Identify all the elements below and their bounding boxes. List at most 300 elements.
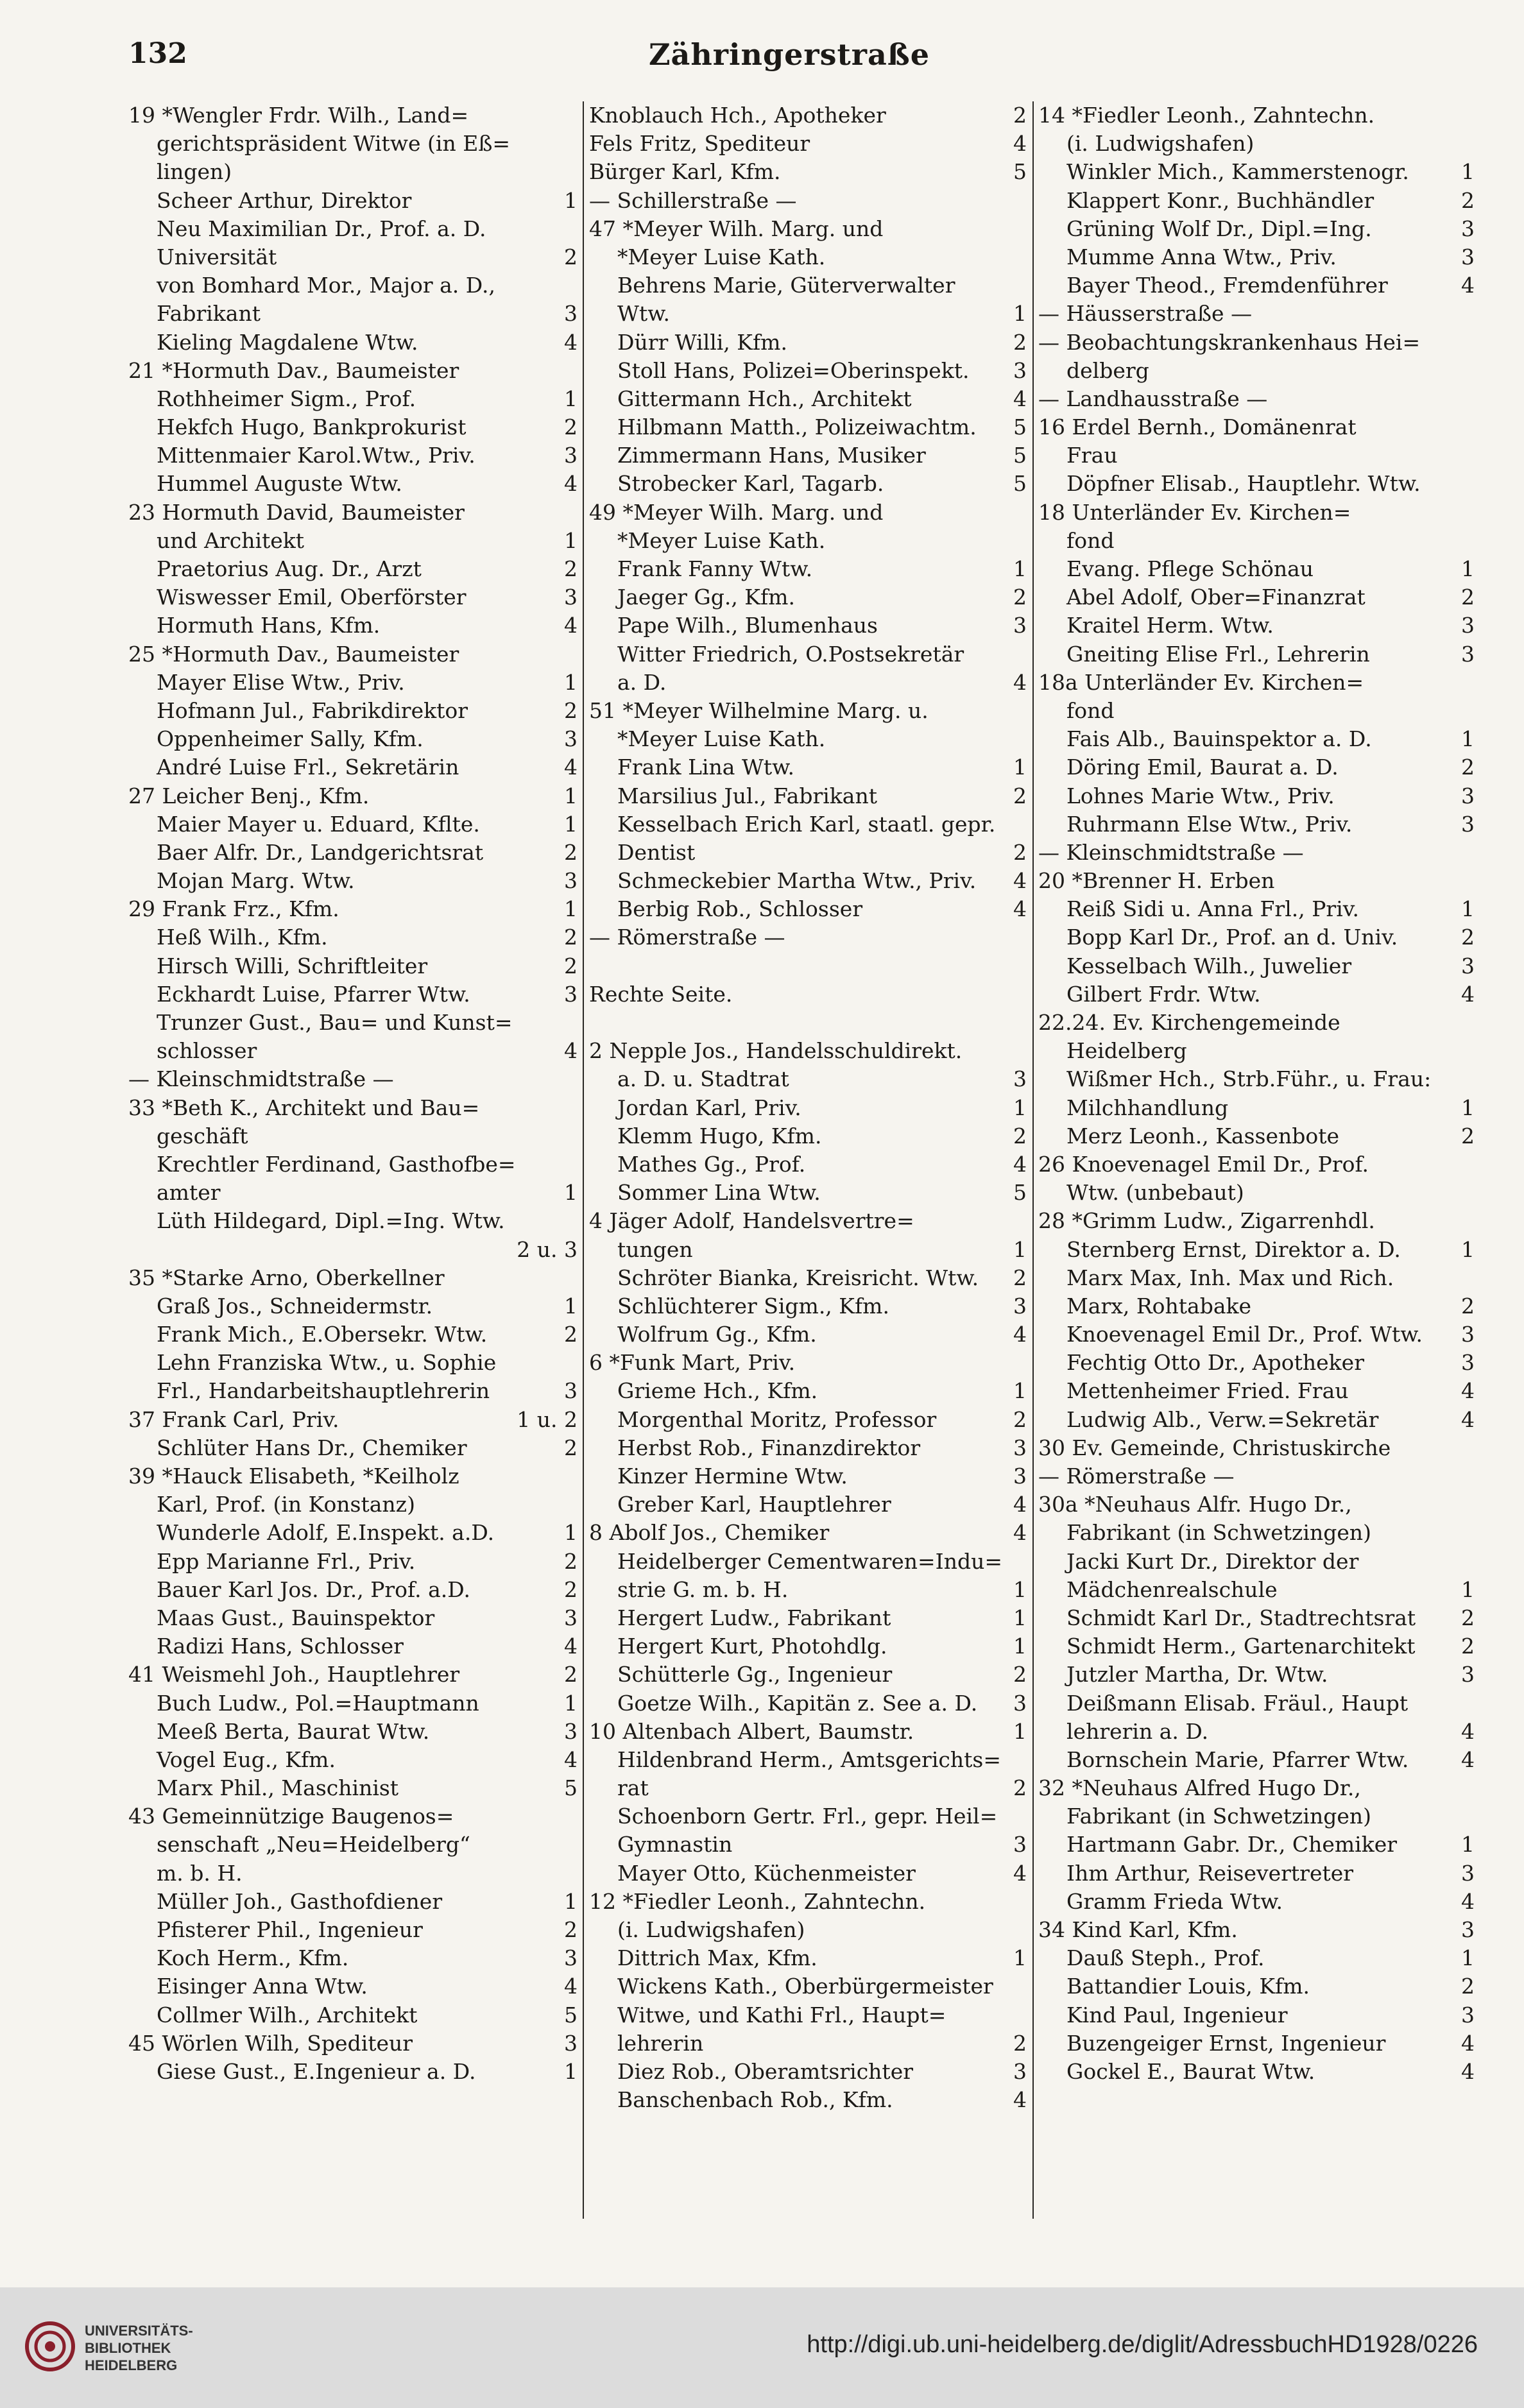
directory-entry — [1038, 470, 1475, 498]
street-heading — [128, 1065, 578, 1093]
floor-number: 2 — [1461, 755, 1475, 780]
entry-text: rat — [617, 1775, 649, 1801]
entry-text: Hummel Auguste Wtw. — [157, 471, 402, 497]
floor-number: 2 — [1013, 103, 1027, 128]
directory-entry — [1038, 1406, 1475, 1434]
directory-entry — [589, 1802, 1027, 1831]
directory-entry — [1038, 1122, 1475, 1150]
directory-entry — [1038, 725, 1475, 753]
floor-number: 4 — [1461, 1718, 1475, 1744]
page-number: 132 — [128, 37, 187, 70]
entry-text — [589, 952, 1023, 980]
floor-number: 3 — [1461, 1860, 1475, 1886]
entry-text: Buch Ludw., Pol.=Hauptmann — [157, 1690, 479, 1716]
directory-entry — [128, 357, 578, 385]
floor-number: 2 — [1461, 925, 1475, 950]
directory-entry — [128, 2001, 578, 2029]
entry-text: a. D. — [617, 669, 667, 695]
floor-number: 4 — [564, 755, 578, 780]
floor-number: 2 — [1461, 1634, 1475, 1659]
directory-entry — [128, 1122, 578, 1150]
entry-text: 10 Altenbach Albert, Baumstr. — [589, 1718, 914, 1744]
entry-text: 43 Gemeinnützige Baugenos= — [128, 1804, 454, 1829]
entry-text: 18a Unterländer Ev. Kirchen= — [1038, 669, 1364, 695]
entry-text: Grieme Hch., Kfm. — [617, 1378, 818, 1404]
entry-text: — Beobachtungskrankenhaus Hei= — [1038, 329, 1421, 355]
directory-entry — [128, 725, 578, 753]
floor-number — [1471, 470, 1475, 498]
directory-entry — [128, 583, 578, 611]
directory-entry — [1038, 527, 1475, 555]
entry-text: schlosser — [157, 1038, 257, 1064]
entry-text: — Kleinschmidtstraße — — [1038, 839, 1304, 865]
floor-number: 1 — [564, 1888, 578, 1914]
floor-number: 1 — [564, 896, 578, 922]
entry-text: 30 Ev. Gemeinde, Christuskirche — [1038, 1435, 1391, 1460]
directory-entry — [589, 725, 1027, 753]
entry-text: Mayer Elise Wtw., Priv. — [157, 669, 405, 695]
entry-text: Gilbert Frdr. Wtw. — [1066, 981, 1261, 1007]
entry-text: Marx Phil., Maschinist — [157, 1775, 399, 1801]
entry-text: Hekfch Hugo, Bankprokurist — [157, 414, 467, 440]
floor-number: 1 u. 2 — [517, 1406, 578, 1432]
directory-entry — [1038, 2058, 1475, 2086]
column-divider — [583, 101, 584, 2219]
directory-entry — [589, 611, 1027, 640]
floor-number: 2 — [564, 244, 578, 269]
floor-number: 3 — [1013, 613, 1027, 638]
library-name-line: BIBLIOTHEK — [85, 2340, 171, 2356]
entry-text: Collmer Wilh., Architekt — [157, 2002, 418, 2028]
directory-entry — [128, 101, 578, 130]
entry-text: Döring Emil, Baurat a. D. — [1066, 755, 1339, 780]
floor-number: 2 — [1013, 585, 1027, 610]
floor-number — [1471, 413, 1475, 441]
directory-entry — [1038, 1065, 1475, 1093]
directory-entry — [128, 2029, 578, 2058]
floor-number: 2 — [1013, 1662, 1027, 1687]
directory-entry — [128, 980, 578, 1009]
floor-number: 1 — [564, 1180, 578, 1206]
directory-entry — [589, 1462, 1027, 1490]
directory-entry — [128, 329, 578, 357]
floor-number — [1471, 1774, 1475, 1802]
directory-entry — [1038, 1236, 1475, 1264]
floor-number: 1 — [1013, 1605, 1027, 1630]
floor-number: 3 — [1461, 811, 1475, 837]
entry-text: Frank Mich., E.Obersekr. Wtw. — [157, 1322, 488, 1347]
floor-number — [574, 640, 578, 669]
floor-number: 4 — [1013, 2087, 1027, 2113]
directory-entry — [128, 1462, 578, 1490]
entry-text: — Landhausstraße — — [1038, 386, 1268, 411]
entry-text: Hilbmann Matth., Polizeiwachtm. — [617, 414, 977, 440]
library-name — [85, 2322, 193, 2374]
library-name-line: HEIDELBERG — [85, 2357, 178, 2373]
street-heading — [589, 923, 1027, 952]
directory-entry — [589, 1122, 1027, 1150]
directory-entry — [589, 1236, 1027, 1264]
entry-text: Bopp Karl Dr., Prof. an d. Univ. — [1066, 925, 1398, 950]
floor-number: 5 — [564, 1775, 578, 1801]
directory-entry — [1038, 1320, 1475, 1349]
floor-number: 4 — [1013, 1151, 1027, 1177]
entry-text: fond — [1066, 527, 1115, 553]
directory-column-3 — [1038, 101, 1475, 2219]
floor-number: 2 — [564, 1662, 578, 1687]
directory-entry — [1038, 1632, 1475, 1661]
directory-entry — [1038, 952, 1475, 980]
directory-entry — [128, 1774, 578, 1802]
entry-text: 28 *Grimm Ludw., Zigarrenhdl. — [1038, 1208, 1375, 1234]
directory-entry — [1038, 583, 1475, 611]
directory-entry — [589, 1065, 1027, 1093]
entry-text: 51 *Meyer Wilhelmine Marg. u. — [589, 697, 929, 723]
directory-entry — [1038, 1094, 1475, 1122]
entry-text: 22.24. Ev. Kirchengemeinde — [1038, 1010, 1340, 1035]
floor-number — [574, 357, 578, 385]
directory-entry — [589, 413, 1027, 441]
floor-number: 3 — [1461, 783, 1475, 808]
directory-entry — [1038, 1916, 1475, 1944]
entry-text: (i. Ludwigshafen) — [617, 1917, 805, 1942]
directory-entry — [1038, 1802, 1475, 1831]
floor-number: 2 — [564, 1576, 578, 1602]
entry-text: — Römerstraße — — [589, 925, 785, 950]
entry-text: 12 *Fiedler Leonh., Zahntechn. — [589, 1888, 926, 1914]
directory-entry — [128, 640, 578, 669]
directory-entry — [128, 1349, 578, 1377]
entry-text: Jacki Kurt Dr., Direktor der — [1066, 1548, 1359, 1574]
entry-text: Reiß Sidi u. Anna Frl., Priv. — [1066, 896, 1359, 922]
floor-number: 1 — [564, 527, 578, 553]
directory-entry — [589, 1207, 1027, 1235]
floor-number: 3 — [1461, 244, 1475, 269]
directory-entry — [589, 1548, 1027, 1576]
directory-entry — [128, 527, 578, 555]
directory-entry — [1038, 1746, 1475, 1774]
floor-number: 1 — [1461, 1945, 1475, 1971]
directory-entry — [1038, 810, 1475, 839]
entry-text: Praetorius Aug. Dr., Arzt — [157, 556, 422, 581]
directory-entry — [589, 1179, 1027, 1207]
entry-text: Gneiting Elise Frl., Lehrerin — [1066, 641, 1370, 667]
directory-entry — [1038, 1548, 1475, 1576]
entry-text: Döpfner Elisab., Hauptlehr. Wtw. — [1066, 471, 1421, 497]
floor-number: 3 — [1013, 1435, 1027, 1460]
directory-entry — [128, 2058, 578, 2086]
entry-text: Merz Leonh., Kassenbote — [1066, 1123, 1340, 1148]
entry-text: Kind Paul, Ingenieur — [1066, 2002, 1288, 2028]
directory-entry — [128, 470, 578, 498]
entry-text: 29 Frank Frz., Kfm. — [128, 896, 339, 922]
entry-text: 20 *Brenner H. Erben — [1038, 868, 1275, 894]
directory-entry — [128, 1661, 578, 1689]
floor-number: 2 — [1461, 187, 1475, 213]
entry-text: Knoevenagel Emil Dr., Prof. Wtw. — [1066, 1322, 1423, 1347]
floor-number — [1471, 867, 1475, 895]
entry-text: Schlüchterer Sigm., Kfm. — [617, 1293, 889, 1319]
floor-number: 1 — [1013, 1634, 1027, 1659]
directory-entry — [128, 499, 578, 527]
directory-entry — [589, 357, 1027, 385]
directory-entry — [1038, 555, 1475, 583]
entry-text: Dittrich Max, Kfm. — [617, 1945, 818, 1971]
entry-text: Fechtig Otto Dr., Apotheker — [1066, 1350, 1364, 1376]
floor-number — [574, 158, 578, 186]
directory-entry — [128, 441, 578, 470]
directory-entry — [589, 329, 1027, 357]
entry-text: Trunzer Gust., Bau= und Kunst= — [157, 1010, 513, 1035]
entry-text: André Luise Frl., Sekretärin — [157, 755, 459, 780]
entry-text: Oppenheimer Sally, Kfm. — [157, 726, 424, 752]
floor-number: 3 — [564, 585, 578, 610]
entry-text: Ludwig Alb., Verw.=Sekretär — [1066, 1406, 1379, 1432]
directory-entry — [128, 1236, 578, 1264]
source-url-link[interactable]: http://digi.ub.uni-heidelberg.de/diglit/AdressbuchHD1928/0226 — [807, 2331, 1478, 2358]
floor-number: 1 — [1461, 1576, 1475, 1602]
directory-entry — [589, 1406, 1027, 1434]
entry-text: Evang. Pflege Schönau — [1066, 556, 1314, 581]
directory-entry — [1038, 867, 1475, 895]
entry-text: Fabrikant (in Schwetzingen) — [1066, 1520, 1371, 1546]
floor-number — [574, 1009, 578, 1037]
entry-text: von Bomhard Mor., Major a. D., — [157, 273, 495, 298]
floor-number: 2 — [1013, 1265, 1027, 1290]
entry-text: Müller Joh., Gasthofdiener — [157, 1888, 443, 1914]
entry-text: 6 *Funk Mart, Priv. — [589, 1350, 796, 1376]
directory-entry — [589, 1859, 1027, 1888]
directory-entry — [1038, 753, 1475, 781]
entry-text: Lüth Hildegard, Dipl.=Ing. Wtw. — [157, 1208, 505, 1234]
entry-text: Mayer Otto, Küchenmeister — [617, 1860, 916, 1886]
floor-number — [1023, 1972, 1027, 2001]
floor-number — [574, 1859, 578, 1888]
entry-text: geschäft — [157, 1123, 248, 1148]
floor-number — [1023, 1548, 1027, 1576]
directory-entry — [128, 1292, 578, 1320]
entry-text: Buzengeiger Ernst, Ingenieur — [1066, 2030, 1386, 2056]
entry-text — [589, 1009, 1023, 1037]
directory-entry — [589, 1150, 1027, 1179]
entry-text: Deißmann Elisab. Fräul., Haupt — [1066, 1690, 1408, 1716]
floor-number: 1 — [1013, 556, 1027, 581]
directory-entry — [128, 1150, 578, 1179]
floor-number — [1471, 1519, 1475, 1547]
entry-text: Schlüter Hans Dr., Chemiker — [157, 1435, 467, 1460]
entry-text: Eisinger Anna Wtw. — [157, 1974, 368, 1999]
floor-number — [1023, 271, 1027, 300]
entry-text: Marx, Rohtabake — [1066, 1293, 1252, 1319]
entry-text: 45 Wörlen Wilh, Spediteur — [128, 2030, 413, 2056]
directory-entry — [1038, 1831, 1475, 1859]
entry-text: Hirsch Willi, Schriftleiter — [157, 953, 428, 978]
directory-entry — [128, 1009, 578, 1037]
directory-entry — [128, 1576, 578, 1604]
floor-number: 2 — [1013, 783, 1027, 808]
street-heading — [589, 980, 1027, 1009]
floor-number: 1 — [564, 2058, 578, 2084]
entry-text: Klemm Hugo, Kfm. — [617, 1123, 822, 1148]
floor-number: 5 — [1013, 443, 1027, 468]
directory-entry — [1038, 187, 1475, 215]
floor-number — [1023, 1349, 1027, 1377]
entry-text: Jutzler Martha, Dr. Wtw. — [1066, 1662, 1328, 1687]
entry-text: Wißmer Hch., Strb.Führ., u. Frau: — [1066, 1066, 1432, 1092]
directory-entry — [128, 1916, 578, 1944]
floor-number — [574, 1462, 578, 1490]
directory-entry — [589, 1746, 1027, 1774]
directory-entry — [1038, 611, 1475, 640]
directory-entry — [589, 1888, 1027, 1916]
directory-entry — [1038, 1037, 1475, 1065]
floor-number: 2 — [1013, 2030, 1027, 2056]
directory-entry — [589, 640, 1027, 669]
floor-number — [1471, 441, 1475, 470]
entry-text: Wiswesser Emil, Oberförster — [157, 585, 467, 610]
floor-number: 3 — [1461, 1662, 1475, 1687]
entry-text: strie G. m. b. H. — [617, 1576, 789, 1602]
directory-entry — [128, 215, 578, 243]
entry-text: Schmeckebier Martha Wtw., Priv. — [617, 868, 977, 894]
entry-text: und Architekt — [157, 527, 305, 553]
directory-entry — [1038, 1519, 1475, 1547]
floor-number — [1023, 640, 1027, 669]
directory-entry — [589, 895, 1027, 923]
directory-entry — [589, 1519, 1027, 1547]
directory-entry — [128, 1207, 578, 1235]
floor-number: 5 — [1013, 414, 1027, 440]
floor-number — [1471, 1179, 1475, 1207]
entry-text: Schoenborn Gertr. Frl., gepr. Heil= — [617, 1804, 998, 1829]
directory-entry — [128, 1802, 578, 1831]
floor-number — [1023, 1802, 1027, 1831]
entry-text: Meeß Berta, Baurat Wtw. — [157, 1718, 430, 1744]
floor-number: 4 — [564, 1746, 578, 1772]
directory-entry — [589, 2001, 1027, 2029]
floor-number: 3 — [564, 1945, 578, 1971]
entry-text: Mettenheimer Fried. Frau — [1066, 1378, 1349, 1404]
floor-number — [1471, 1490, 1475, 1519]
directory-entry — [128, 810, 578, 839]
directory-entry — [589, 1377, 1027, 1405]
floor-number — [574, 1094, 578, 1122]
directory-entry — [128, 1859, 578, 1888]
entry-text: Grüning Wolf Dr., Dipl.=Ing. — [1066, 216, 1372, 241]
directory-entry — [589, 697, 1027, 725]
entry-text: Bürger Karl, Kfm. — [589, 159, 781, 185]
entry-text: Gockel E., Baurat Wtw. — [1066, 2058, 1315, 2084]
directory-entry — [1038, 1661, 1475, 1689]
floor-number — [1023, 1009, 1027, 1037]
entry-text: senschaft „Neu=Heidelberg“ — [157, 1832, 470, 1857]
directory-entry — [128, 1094, 578, 1122]
floor-number — [1471, 1150, 1475, 1179]
directory-entry — [128, 1377, 578, 1405]
floor-number: 2 — [1461, 1605, 1475, 1630]
directory-entry — [1038, 1604, 1475, 1632]
floor-number: 1 — [1013, 755, 1027, 780]
entry-text: 34 Kind Karl, Kfm. — [1038, 1917, 1238, 1942]
directory-entry — [128, 669, 578, 697]
entry-text: 4 Jäger Adolf, Handelsvertre= — [589, 1208, 914, 1234]
column-divider — [1032, 101, 1034, 2219]
entry-text: Mädchenrealschule — [1066, 1576, 1278, 1602]
directory-entry — [589, 583, 1027, 611]
floor-number: 1 — [1013, 1095, 1027, 1120]
entry-text: Rechte Seite. — [589, 981, 733, 1007]
entry-text: Epp Marianne Frl., Priv. — [157, 1548, 416, 1574]
entry-text: Schmidt Karl Dr., Stadtrechtsrat — [1066, 1605, 1416, 1630]
entry-text: Kinzer Hermine Wtw. — [617, 1464, 848, 1489]
floor-number: 5 — [1013, 471, 1027, 497]
floor-number — [1471, 1264, 1475, 1292]
directory-entry — [589, 470, 1027, 498]
floor-number: 1 — [564, 1690, 578, 1716]
directory-entry — [128, 1604, 578, 1632]
floor-number: 3 — [564, 301, 578, 327]
directory-entry — [589, 1094, 1027, 1122]
directory-entry — [589, 158, 1027, 186]
floor-number — [574, 1802, 578, 1831]
floor-number: 2 — [564, 556, 578, 581]
directory-entry — [128, 158, 578, 186]
floor-number: 3 — [1461, 953, 1475, 978]
entry-text: Zimmermann Hans, Musiker — [617, 443, 926, 468]
directory-entry — [128, 1406, 578, 1434]
entry-text: Wickens Kath., Oberbürgermeister — [617, 1974, 993, 1999]
street-heading — [1038, 385, 1475, 413]
directory-entry — [589, 527, 1027, 555]
entry-text: Heidelberg — [1066, 1038, 1187, 1064]
floor-number — [574, 1122, 578, 1150]
directory-entry — [128, 1831, 578, 1859]
floor-number: 4 — [564, 1974, 578, 1999]
floor-number: 4 — [564, 613, 578, 638]
floor-number: 3 — [1013, 1832, 1027, 1857]
directory-entry — [128, 271, 578, 300]
floor-number: 3 — [1461, 216, 1475, 241]
entry-text: *Meyer Luise Kath. — [617, 726, 826, 752]
directory-entry — [1038, 2029, 1475, 2058]
directory-entry — [128, 753, 578, 781]
floor-number — [1471, 1689, 1475, 1718]
floor-number: 1 — [1013, 1945, 1027, 1971]
directory-entry — [589, 271, 1027, 300]
entry-text: Gittermann Hch., Architekt — [617, 386, 912, 411]
entry-text: Goetze Wilh., Kapitän z. See a. D. — [617, 1690, 978, 1716]
directory-entry — [128, 867, 578, 895]
library-name-line: UNIVERSITÄTS- — [85, 2323, 193, 2339]
floor-number — [1023, 1888, 1027, 1916]
directory-entry — [589, 1774, 1027, 1802]
entry-text: 41 Weismehl Joh., Hauptlehrer — [128, 1662, 460, 1687]
floor-number — [1023, 499, 1027, 527]
entry-text: fond — [1066, 697, 1115, 723]
directory-entry — [1038, 1009, 1475, 1037]
directory-entry — [128, 1718, 578, 1746]
floor-number: 1 — [1461, 556, 1475, 581]
directory-entry — [589, 1490, 1027, 1519]
directory-entry — [589, 952, 1027, 980]
floor-number — [1023, 527, 1027, 555]
directory-entry — [589, 300, 1027, 328]
entry-text: Karl, Prof. (in Konstanz) — [157, 1492, 415, 1517]
floor-number — [1471, 1207, 1475, 1235]
entry-text: — Römerstraße — — [1038, 1464, 1235, 1489]
entry-text: Fais Alb., Bauinspektor a. D. — [1066, 726, 1372, 752]
entry-text: Marsilius Jul., Fabrikant — [617, 783, 877, 808]
